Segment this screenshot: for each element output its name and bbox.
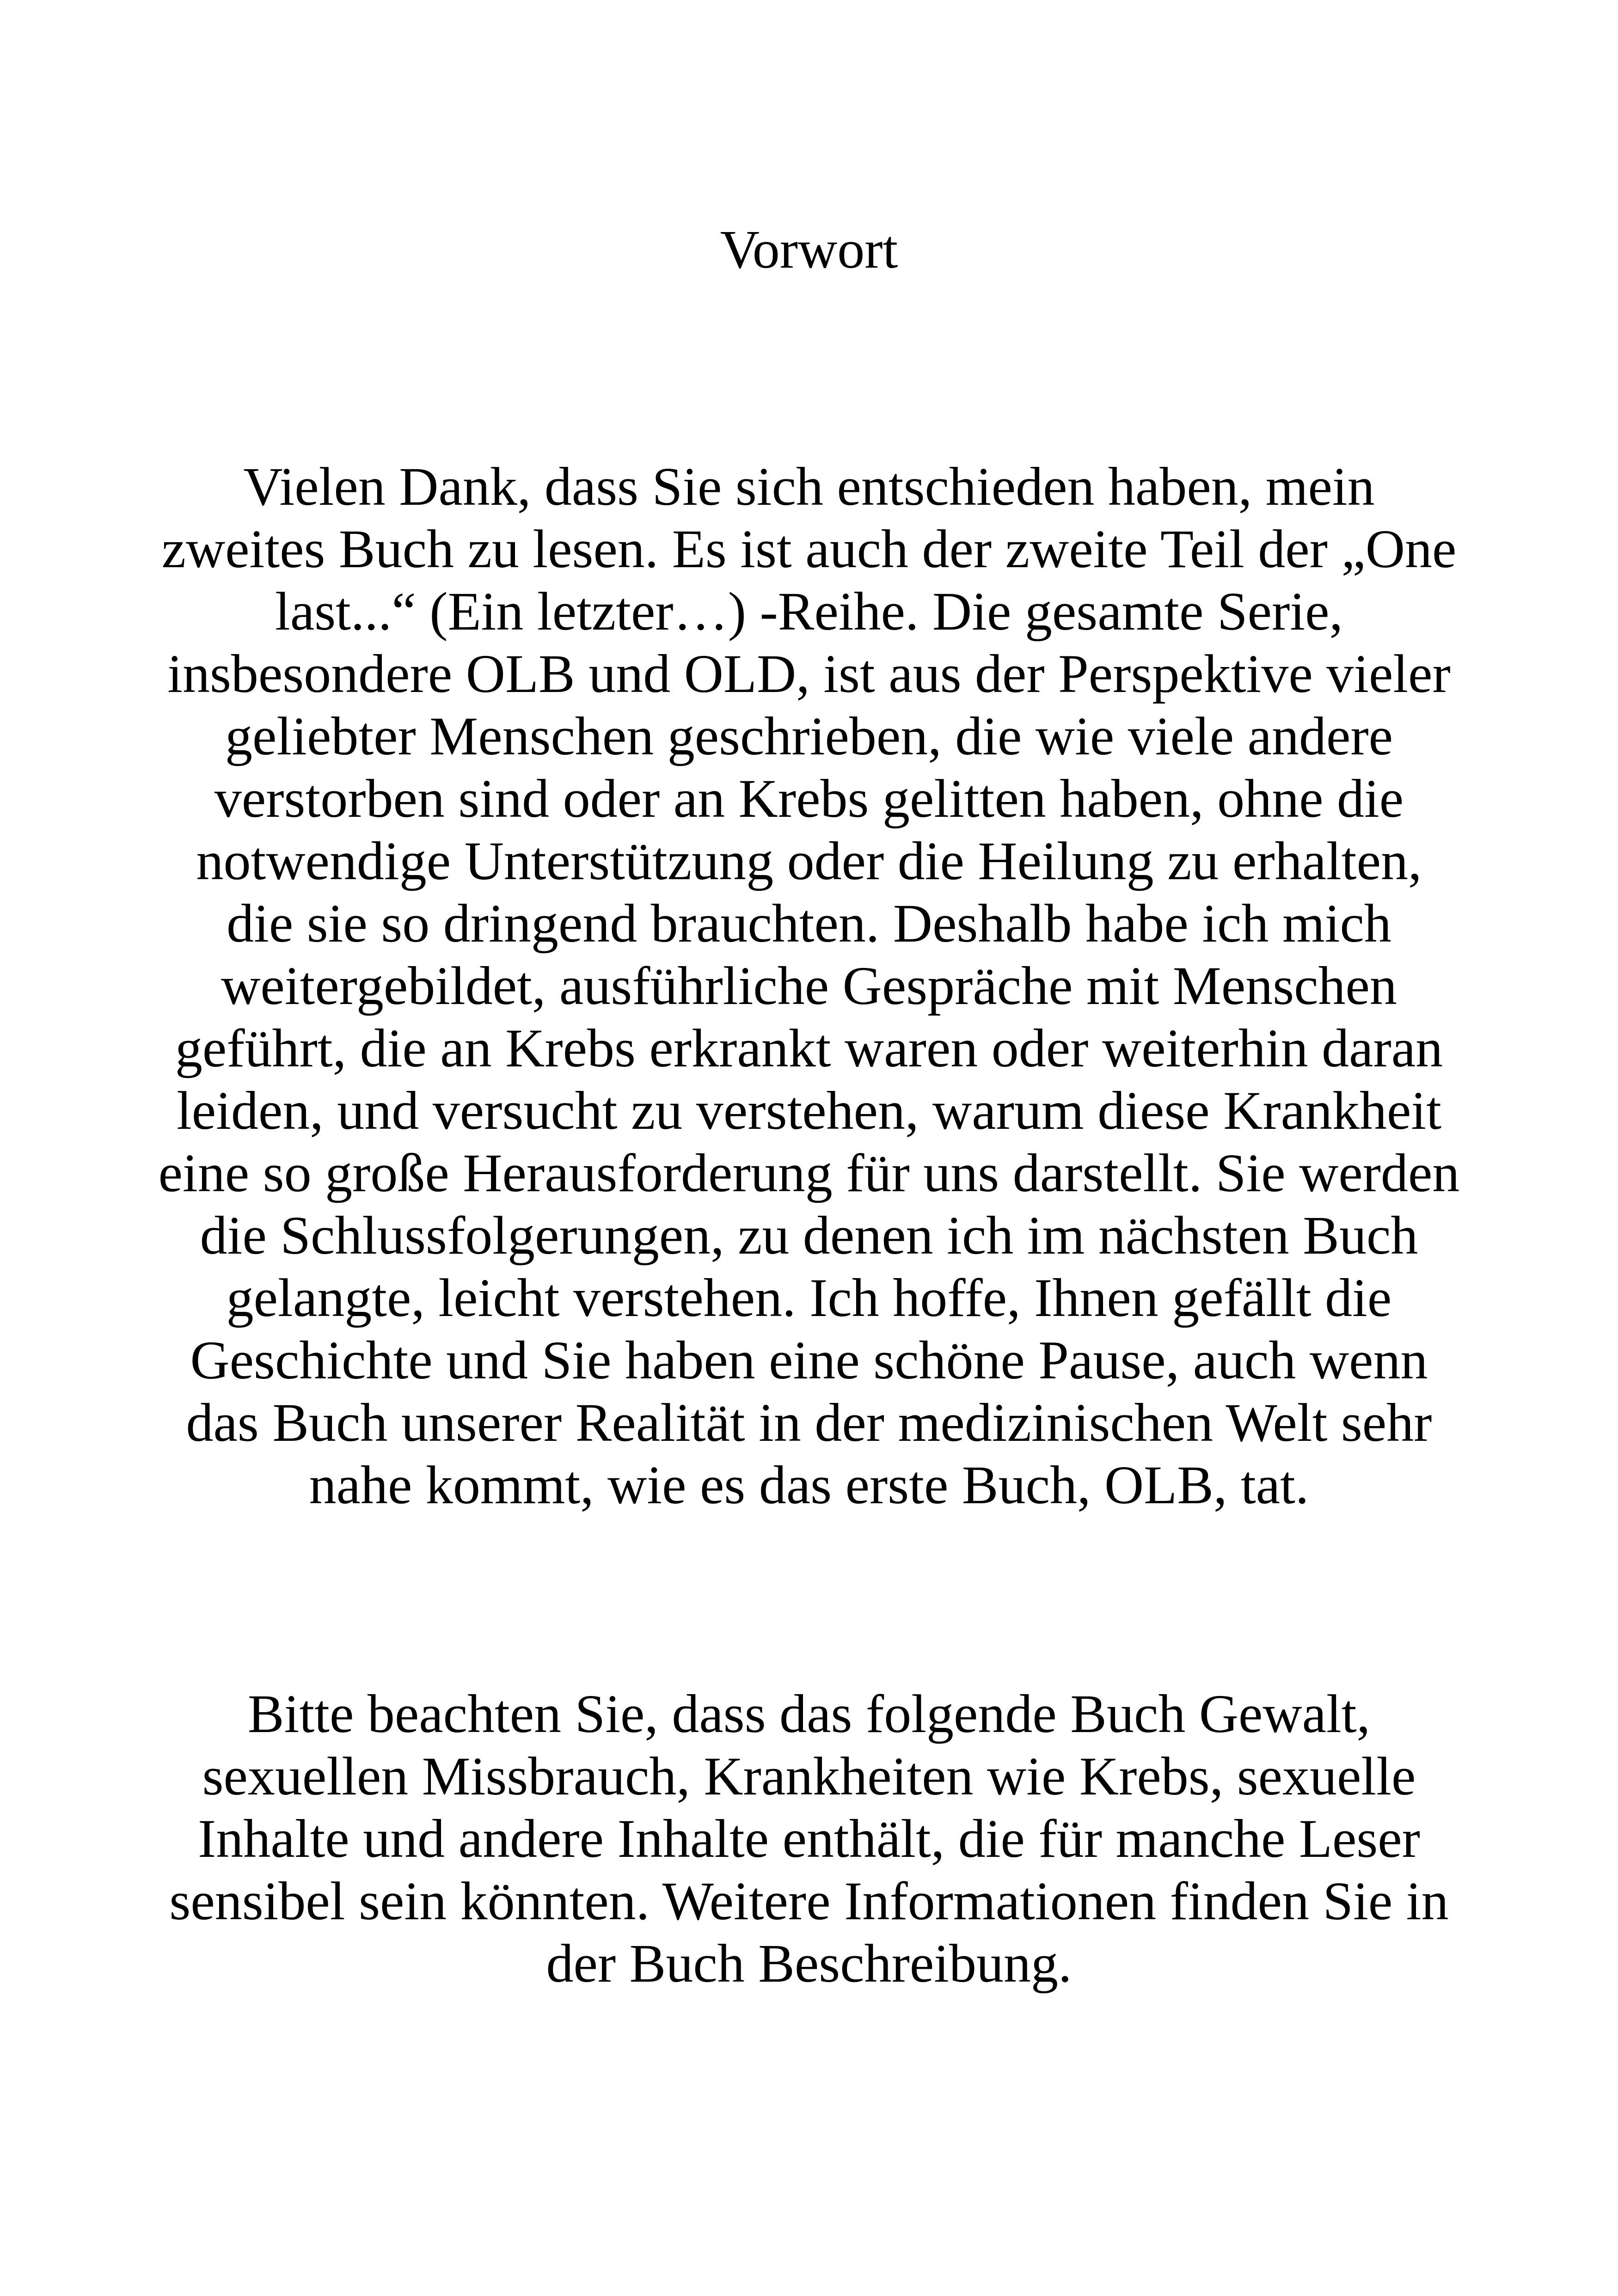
foreword-paragraph <box>139 455 1479 1516</box>
text-line: leiden, und versucht zu verstehen, warum diese Krankheit <box>176 1080 1441 1141</box>
text-line: sexuellen Missbrauch, Krankheiten wie Krebs, sexuelle <box>202 1746 1416 1806</box>
text-line: insbesondere OLB und OLD, ist aus der Perspektive vieler <box>167 643 1451 704</box>
text-line: eine so große Herausforderung für uns darstellt. Sie werden <box>158 1143 1460 1203</box>
text-line: nahe kommt, wie es das erste Buch, OLB, tat. <box>309 1455 1309 1515</box>
text-line: die sie so dringend brauchten. Deshalb habe ich mich <box>227 893 1391 954</box>
text-line: sensibel sein könnten. Weitere Informationen finden Sie in <box>169 1871 1449 1931</box>
text-line: zweites Buch zu lesen. Es ist auch der zweite Teil der „One <box>161 519 1457 579</box>
text-line: Bitte beachten Sie, dass das folgende Buch Gewalt, <box>247 1684 1371 1744</box>
text-line: die Schlussfolgerungen, zu denen ich im nächsten Buch <box>200 1205 1418 1266</box>
text-line: last...“ (Ein letzter…) -Reihe. Die gesamte Serie, <box>275 581 1343 642</box>
text-line: gelangte, leicht verstehen. Ich hoffe, Ihnen gefällt die <box>226 1267 1392 1328</box>
page-title: Vorwort <box>720 219 898 280</box>
content-warning-paragraph <box>139 1683 1479 1995</box>
text-line: Vielen Dank, dass Sie sich entschieden haben, mein <box>243 456 1375 517</box>
text-line: verstorben sind oder an Krebs gelitten haben, ohne die <box>214 768 1404 829</box>
text-line: weitergebildet, ausführliche Gespräche mit Menschen <box>221 955 1397 1016</box>
text-line: das Buch unserer Realität in der medizinischen Welt sehr <box>186 1392 1432 1453</box>
text-line: der Buch Beschreibung. <box>546 1933 1072 1994</box>
text-line: Inhalte und andere Inhalte enthält, die für manche Leser <box>198 1808 1420 1869</box>
text-line: geführt, die an Krebs erkrankt waren oder weiterhin daran <box>175 1018 1443 1078</box>
text-line: Geschichte und Sie haben eine schöne Pause, auch wenn <box>190 1330 1428 1390</box>
text-line: geliebter Menschen geschrieben, die wie viele andere <box>225 706 1393 766</box>
text-line: notwendige Unterstützung oder die Heilung zu erhalten, <box>196 831 1422 891</box>
